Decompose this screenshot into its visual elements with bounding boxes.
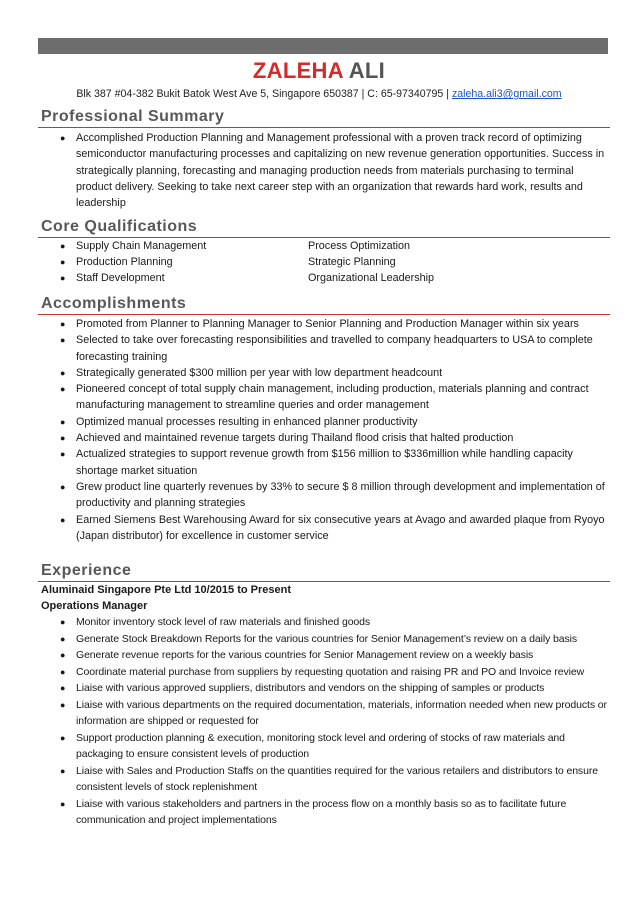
section-title: Experience — [38, 562, 610, 582]
list-item: ● Actualized strategies to support revenue growth from $156 million to $336million while handling capacity shortage market situation — [60, 448, 573, 477]
bullet-icon: ● — [60, 683, 66, 693]
list-item: ● Monitor inventory stock level of raw materials and finished goods — [38, 614, 610, 631]
contact-text: Blk 387 #04-382 Bukit Batok West Ave 5, Singapore 650387 | C: 65-97340795 | — [76, 88, 449, 100]
bullet-icon: ● — [60, 335, 66, 346]
bullet-icon: ● — [60, 433, 66, 444]
bullet-icon: ● — [60, 666, 66, 677]
bullet-icon: ● — [60, 765, 66, 776]
section-title: Core Qualifications — [38, 218, 610, 238]
job-title: Operations Manager — [41, 600, 148, 612]
list-item: ● Coordinate material purchase from suppliers by requesting quotation and raising PR and PO and Invoice review — [38, 664, 610, 681]
email-link[interactable]: zaleha.ali3@gmail.com — [451, 88, 562, 100]
bullet-icon: ● — [60, 699, 66, 710]
qualification-item: Supply Chain Management — [76, 240, 207, 252]
list-item: ● Achieved and maintained revenue targets during Thailand flood crisis that halted production — [38, 430, 610, 446]
list-item: ● Liaise with various stakeholders and partners in the process flow on a monthly basis so as to facilitate future communication and project implementations — [60, 797, 567, 826]
qualification-row — [38, 254, 610, 270]
contact-line — [0, 87, 638, 101]
list-item: ● Liaise with Sales and Production Staffs on the quantities required for the various retailers and distributors to ensure consistent levels of stock replenishment — [60, 764, 598, 793]
experience-section — [38, 562, 610, 829]
list-item: ● Strategically generated $300 million per year with low department headcount — [38, 365, 610, 381]
bullet-icon: ● — [60, 633, 66, 644]
list-item: ● Liaise with various approved suppliers, distributors and vendors on the shipping of samples or products — [38, 680, 610, 697]
bullet-icon: ● — [60, 798, 66, 809]
qualification-row — [38, 238, 610, 254]
qualifications-section — [38, 218, 610, 286]
bullet-icon: ● — [60, 273, 66, 283]
first-name: ZALEHA — [252, 58, 344, 83]
header-bar — [38, 38, 608, 54]
list-item: ● Generate revenue reports for the various countries for Senior Management review on a weekly basis — [38, 647, 610, 664]
qualification-item: Process Optimization — [308, 240, 411, 252]
list-item: ● Support production planning & execution, monitoring stock level and ordering of stocks of raw materials and packaging to ensure consistent levels of production — [60, 731, 565, 760]
bullet-icon: ● — [60, 732, 66, 743]
last-name: ALI — [348, 58, 386, 83]
section-title: Accomplishments — [38, 295, 610, 315]
accomplishments-section — [38, 295, 610, 544]
qualification-item: Strategic Planning — [308, 256, 396, 268]
bullet-icon: ● — [60, 650, 66, 660]
list-item: ● Accomplished Production Planning and Management professional with a proven track record of optimizing semiconductor manufacturing processes and capitalizing on new revenue generation opportunities. Success in strategically planning, forecasting and managing production needs from materials purchasing to terminal product delivery. Seeking to take next career step with an organization that rewards hard work, results and leadership — [60, 132, 605, 210]
bullet-icon: ● — [60, 133, 66, 143]
candidate-name — [0, 58, 638, 84]
list-item: ● Generate Stock Breakdown Reports for the various countries for Senior Management’s review on a daily basis — [38, 631, 610, 648]
list-item: ● Optimized manual processes resulting in enhanced planner productivity — [38, 414, 610, 430]
company-line: Aluminaid Singapore Pte Ltd 10/2015 to Present — [41, 584, 292, 596]
list-item: ● Selected to take over forecasting responsibilities and travelled to company headquarters to USA to complete forecasting training — [60, 334, 593, 363]
qualification-item: Production Planning — [76, 256, 173, 268]
bullet-icon: ● — [60, 449, 66, 460]
list-item: ● Promoted from Planner to Planning Manager to Senior Planning and Production Manager within six years — [38, 316, 610, 332]
qualification-item: Organizational Leadership — [308, 272, 435, 284]
bullet-icon: ● — [60, 481, 66, 492]
bullet-icon: ● — [60, 367, 66, 378]
list-item: ● Liaise with various departments on the required documentation, materials, information needed when new products or information are shipped or requested for — [60, 698, 607, 727]
bullet-icon: ● — [60, 617, 66, 627]
bullet-icon: ● — [60, 416, 66, 427]
qualification-item: Staff Development — [76, 272, 165, 284]
section-title: Professional Summary — [38, 108, 610, 128]
list-item: ● Pioneered concept of total supply chain management, including production, materials planning and contract manufacturing management to streamline queries and order management — [60, 383, 589, 412]
qualification-row — [38, 270, 610, 286]
bullet-icon: ● — [60, 384, 66, 395]
bullet-icon: ● — [60, 319, 66, 329]
bullet-icon: ● — [60, 514, 66, 525]
bullet-icon: ● — [60, 241, 66, 251]
list-item: ● Earned Siemens Best Warehousing Award for six consecutive years at Avago and awarded plaque from Ryoyo (Japan distributor) for excellence in customer service — [60, 513, 605, 542]
list-item: ● Grew product line quarterly revenues by 33% to secure $ 8 million through development and implementation of productivity and planning strategies — [60, 480, 605, 510]
summary-section — [38, 108, 610, 211]
bullet-icon: ● — [60, 257, 66, 267]
